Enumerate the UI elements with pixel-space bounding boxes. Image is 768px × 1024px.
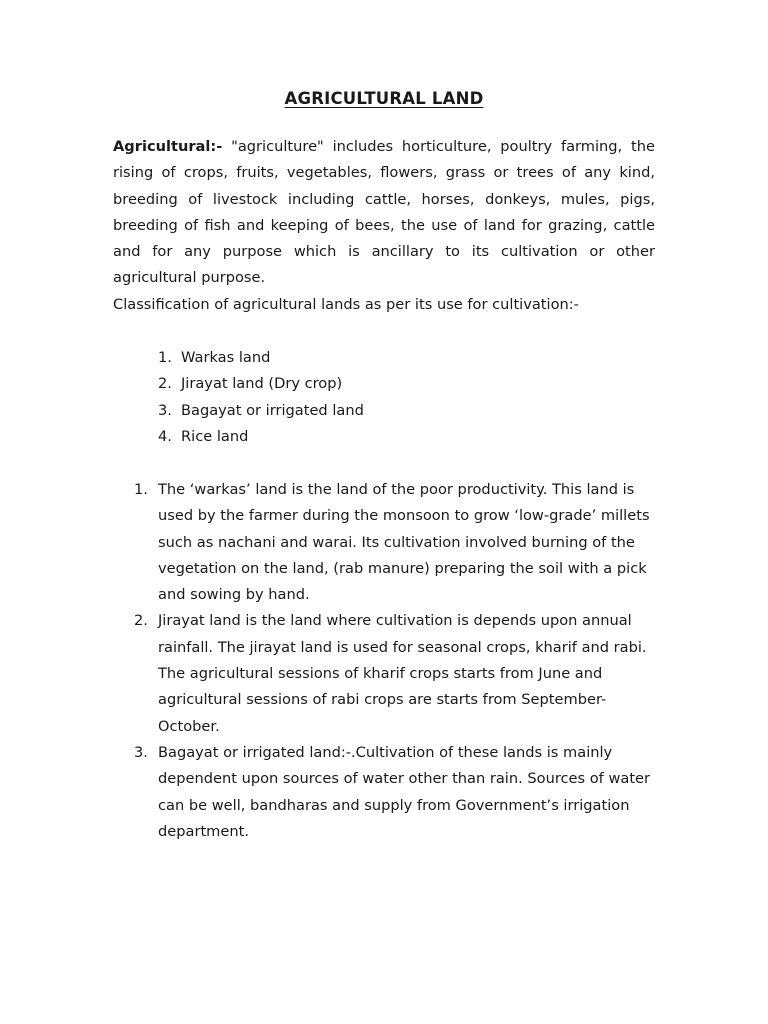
intro-text: "agriculture" includes horticulture, poultry farming, the rising of crops, fruits, vegetables, flowers, grass or trees of any kind, breeding of livestock including cattle, horses, donkeys, mules, pigs, breeding of fish and keeping of bees, the use of land for grazing, cattle and for any purpose which is ancillary to its cultivation or other agricultural purpose.	[113, 138, 655, 287]
list-item	[158, 371, 364, 397]
detail-item	[134, 477, 664, 608]
detail-item-number: 1.	[134, 481, 148, 498]
list-item-label: Bagayat or irrigated land	[181, 401, 364, 419]
intro-lead: Agricultural:-	[113, 138, 223, 155]
intro-paragraph	[113, 134, 655, 292]
detail-item	[134, 740, 664, 845]
detail-item	[134, 608, 664, 739]
list-item-number: 1.	[158, 349, 172, 366]
list-item	[158, 345, 364, 371]
list-item-label: Jirayat land (Dry crop)	[181, 375, 343, 393]
page-title: AGRICULTURAL LAND	[284, 89, 484, 108]
land-details-list	[134, 477, 664, 845]
list-item	[158, 424, 364, 450]
classification-heading: Classification of agricultural lands as per its use for cultivation:-	[113, 296, 579, 313]
detail-item-number: 3.	[134, 743, 148, 761]
detail-item-number: 2.	[134, 612, 148, 630]
land-types-list	[158, 345, 364, 450]
list-item-number: 2.	[158, 375, 172, 393]
list-item-number: 3.	[158, 401, 172, 419]
detail-item-text: Bagayat or irrigated land:-.Cultivation of these lands is mainly dependent upon sources of water other than rain. Sources of water can be well, bandharas and supply from Government’s irrigation department.	[158, 743, 651, 840]
detail-item-text: The ‘warkas’ land is the land of the poor productivity. This land is used by the farmer during the monsoon to grow ‘low-grade’ millets such as nachani and warai. Its cultivation involved burning of the vegetation on the land, (rab manure) preparing the soil with a pick and sowing by hand.	[158, 481, 650, 604]
list-item-label: Rice land	[181, 427, 249, 445]
list-item-number: 4.	[158, 427, 172, 445]
list-item-label: Warkas land	[181, 349, 271, 366]
detail-item-text: Jirayat land is the land where cultivation is depends upon annual rainfall. The jirayat land is used for seasonal crops, kharif and rabi. The agricultural sessions of kharif crops starts from June and agricultural sessions of rabi crops are starts from September-October.	[158, 612, 647, 735]
list-item	[158, 398, 364, 424]
